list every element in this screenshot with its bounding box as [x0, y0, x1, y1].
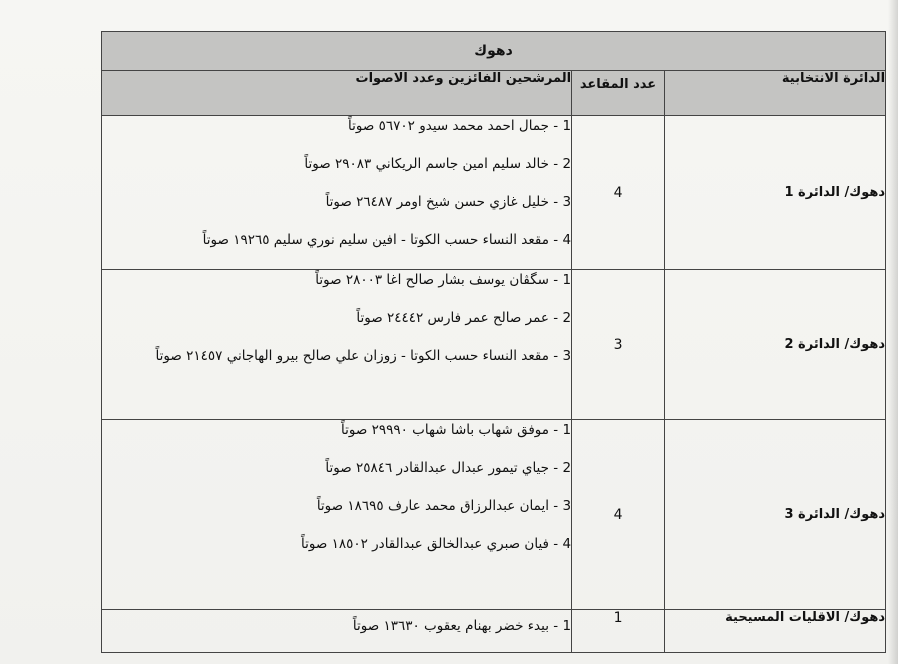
table-row [102, 610, 886, 653]
winner-entry: 2 - جياي تيمور عبدال عبدالقادر ٢٥٨٤٦ صوتاً [325, 460, 572, 476]
winners-cell [102, 116, 572, 270]
seats-cell: 4 [572, 420, 665, 610]
winner-entry: 3 - خليل غازي حسن شيخ اومر ٢٦٤٨٧ صوتاً [325, 194, 572, 210]
winner-entry: 1 - سگڤان يوسف بشار صالح اغا ٢٨٠٠٣ صوتاً [315, 272, 572, 288]
seats-cell: 1 [572, 610, 665, 653]
winner-entry: 2 - عمر صالح عمر فارس ٢٤٤٤٢ صوتاً [356, 310, 572, 326]
header-seats: عدد المقاعد [572, 71, 665, 116]
winner-entry: 1 - بيدء خضر بهنام يعقوب ١٣٦٣٠ صوتاً [352, 618, 572, 634]
table-row [102, 116, 886, 270]
district-cell: دهوك/ الدائرة 2 [665, 270, 886, 420]
district-cell: دهوك/ الدائرة 1 [665, 116, 886, 270]
winner-entry: 1 - جمال احمد محمد سيدو ٥٦٧٠٢ صوتاً [348, 118, 572, 134]
winner-entry: 4 - فيان صبري عبدالخالق عبدالقادر ١٨٥٠٢ صوتاً [301, 536, 572, 552]
seats-cell: 4 [572, 116, 665, 270]
winner-entry: 2 - خالد سليم امين جاسم الريكاني ٢٩٠٨٣ صوتاً [304, 156, 572, 172]
table-title-row [102, 32, 886, 71]
page-edge-shadow [888, 0, 898, 664]
winner-entry: 3 - مقعد النساء حسب الكوتا - زوزان علي صالح بيرو الهاجاني ٢١٤٥٧ صوتاً [155, 348, 572, 364]
district-cell: دهوك/ الدائرة 3 [665, 420, 886, 610]
winners-cell [102, 420, 572, 610]
election-results-table [101, 31, 886, 653]
district-cell: دهوك/ الاقليات المسيحية [665, 610, 886, 653]
table-header-row [102, 71, 886, 116]
winner-entry: 3 - ايمان عبدالرزاق محمد عارف ١٨٦٩٥ صوتاً [316, 498, 572, 514]
header-winners: المرشحين الفائزين وعدد الاصوات [102, 71, 572, 116]
winners-cell [102, 270, 572, 420]
seats-cell: 3 [572, 270, 665, 420]
winner-entry: 4 - مقعد النساء حسب الكوتا - افين سليم نوري سليم ١٩٢٦٥ صوتاً [202, 232, 572, 248]
governorate-title: دهوك [102, 32, 886, 71]
winners-cell [102, 610, 572, 653]
table-row [102, 270, 886, 420]
header-district: الدائرة الانتخابية [665, 71, 886, 116]
table-row [102, 420, 886, 610]
winner-entry: 1 - موفق شهاب باشا شهاب ٢٩٩٩٠ صوتاً [341, 422, 572, 438]
